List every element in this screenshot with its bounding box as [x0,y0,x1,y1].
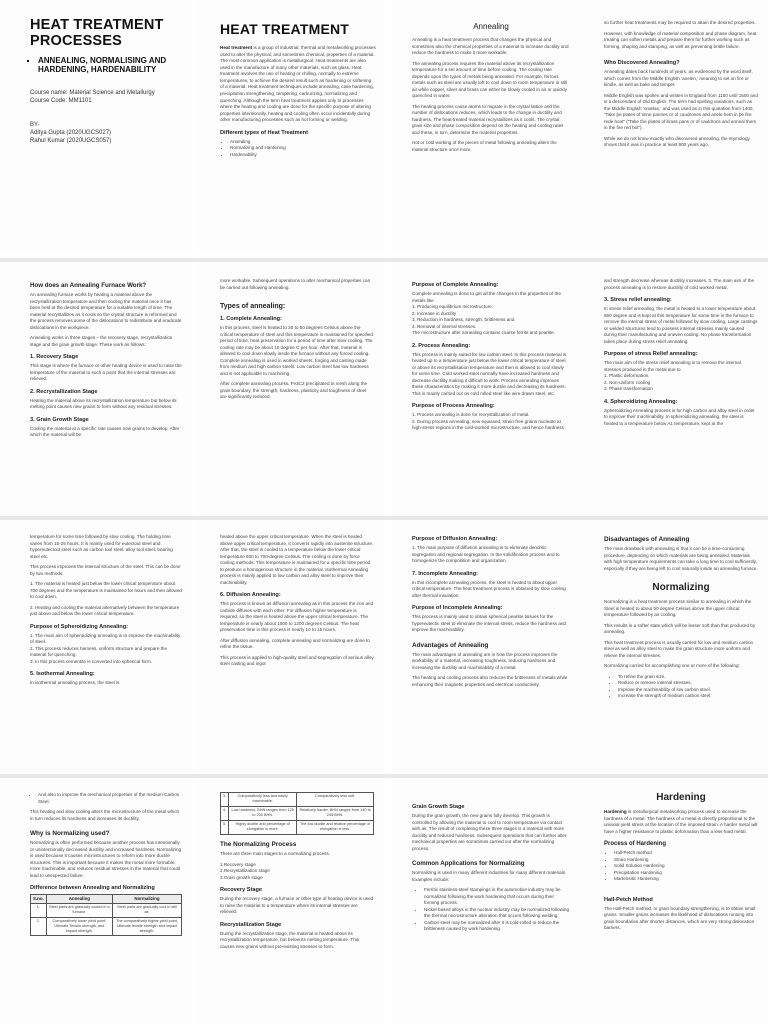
goal-item: • Improve the machinability of low carbon steel. [618,687,758,694]
hardening-methods [614,850,758,883]
table-cell: The low ductile and relative percentage of elongation is less. [297,821,374,835]
types-heading: Different types of Heat Treatment [220,129,308,136]
normalizing-goals [618,674,758,700]
paragraph: This heat treatment process is usually carried for low and medium carbon steel as well as alloy steel to make the grain structure more uniform and relieve the internal stresses. [604,639,754,658]
list-line: 1. Producing equilibrium microstructure. [412,304,493,310]
paragraph: 1. The main purpose of diffusion annealing is to eliminate dendritic segregation and regional segregation. In the solidification process and to homogenize the composition and organization. [412,545,560,564]
application-item: • Carbon steel may be normalized after it is cold-rolled to reduce the brittleness caused by work hardening. [424,920,570,933]
method-item: • Hall-Petch method [614,850,758,857]
column-header: S.no. [31,895,47,904]
type-item: • Annealing [230,139,376,146]
list-line: 1. Process annealing is done for recrystallization of metal. [412,412,530,418]
table-row [31,917,182,935]
method-item: • Martensitic Hardening [614,876,758,883]
section-heading: Common Applications for Normalizing [412,860,525,868]
course-code: Course Code: MM1101 [30,98,92,105]
paragraph: and strength decrease whereas ductility increases. 3. The main aim of the process annealing is to restore ductility of cold worked metal. [604,278,755,290]
paragraph: The Hall-Petch method, or grain boundary strengthening, is to obtain small grains. Smaller grains increases the likelihood of dislocations running into grain boundaries after shorter distances, which are very strong dislocation barriers. [604,905,756,931]
page-1-title [0,0,192,252]
section-title: HEAT TREATMENT [220,21,350,37]
list-line: 1. Plastic deformation. [604,373,650,379]
paragraph: The main aim of the stress relief annealing is to remove the internal stresses produced in the metal due to [604,360,741,372]
section-heading: The Normalizing Process [220,841,297,848]
paragraph: This heating and slow cooling alters the microstructure of the metal which in turn reduces its hardness and increases its ductility. [30,809,180,821]
paragraph: Annealing is a heat treatment process that changes the physical and sometimes also the chemical properties of a material to increase ductility and reduce the hardness to make it more workable. [412,37,569,56]
table-cell: 5. [221,821,229,835]
page-2-heat-treatment [196,0,384,252]
list-line: 2. This process reduces harness, uniform structure and prepare the material for quenching. [30,645,168,658]
paragraph: While we do not know exactly who discovered annealing, the etymology shows that it was in practice at least 900 years ago. [604,135,750,148]
table-cell: Relatively harder, BHN ranges from 140 to 245 BHN. [297,807,374,821]
table-header-row [31,895,182,904]
paragraph: temperature for some time followed by slow cooling. The holding time varies from 15-25 hours. It is mainly used for eutectoid steel and hypereutectoid steel such as carbon tool steel, alloy tool steel, bearing steel etc. [30,534,173,559]
paragraph: Hot or cold working of the pieces of metal following annealing alters the material structure once more. [412,140,557,152]
document-title: HEAT TREATMENT PROCESSES [30,17,164,49]
table-cell: Comparatively less soft. [297,793,374,807]
stage-heading: Recrystallization Stage [220,921,282,928]
by-label: BY- [30,122,40,129]
table-cell: 3. [221,793,229,807]
paragraph: This process is mainly suited for low carbon steel. In this process material is heated up to a temperature just below the lower critical temperature of steel or above its recrystallisation temperature and then is allowed to cool slowly for some time. Cold worked steel normally have increased hardness and decrease ductility making it difficult to work. Process annealing improves these characteristics by making it more ductile and decreasing its hardness. This is mainly carried out on cold rolled steel like wire drawn steel, etc. [412,351,567,396]
list-line: 4. Removal of internal stresses. [412,323,477,329]
paragraph: The main advantages of annealing are in how the process improves the workability of a material, increasing toughness, reducing hardness and increasing the ductility and machinability of a metal. [412,651,558,670]
purpose-heading: Purpose of Incomplete Annealing: [412,605,503,612]
section-heading: Types of annealing: [220,303,286,311]
heat-treatment-intro [220,45,376,123]
table-row [31,903,182,917]
page-5-furnace [0,262,192,514]
page-15-applications [392,778,580,1024]
paragraph: In isothermal annealing process, the steel is [30,680,120,686]
stage-heading: 3. Grain Growth Stage [30,416,89,423]
paragraph: This process is mainly used to obtain spherical pearlite tissues for the hypereutectic steel to eliminate the internal stress, reduce the hardness and improve the machinability. [412,614,566,633]
application-list [424,887,570,933]
intro-text: is a group of industrial, thermal and metalworking processes used to alter the physical, and sometimes chemical, properties of a material. The most common application is metallurgical. Heat treatments are also used in the manufacture of many other materials, such as glass. Heat treatment involves the use of heating or chilling, normally to extreme temperatures, to achieve the desired result such as hardening or softening of a material. Heat treatment techniques include annealing, case hardening, precipitation strengthening, tempering, carburizing, normalizing and quenching. Although the term heat treatment applies only to processes where the heating and cooling are done for the specific purpose of altering properties intentionally, heating and cooling often occur incidentally during other manufacturing processes such as hot forming or welding. [220,45,376,123]
stage-heading: Recovery Stage [220,887,262,894]
paragraph: After diffusion annealing, complete annealing and normalizing are done to refine the tissue. [220,637,370,650]
table-cell: Steel parts are gradually cool in still air. [112,903,181,917]
section-heading: Process of Hardening [604,841,667,848]
table-cell: Highly ductile and percentage of elongation is more. [229,821,297,835]
paragraph: Complete annealing is done to get all the changes in the properties of the metals like [412,291,561,303]
type-heading: 1. Complete Annealing: [220,316,282,323]
table-cell: Comparatively less and easily machinable. [229,793,297,807]
list-line: 3. Phase transformation [604,386,653,392]
paragraph: Spheroidizing Annealing process is for high carbon and alloy steel in order to improve their machinability. In spheroidizing annealing, the steel is heated to a temperature below A1 temperature, kept at the [604,407,755,426]
topic-list [38,56,182,75]
authors [30,121,182,145]
type-heading: 6. Diffusion Annealing: [220,592,281,599]
paragraph: more workable. Subsequent operations to alter mechanical properties can be carried out following annealing. [220,278,371,290]
paragraph: This stage is where the furnace or other heating device is used to raise the temperature of the material to such a point that the internal stresses are relieved. [30,363,182,382]
page-16-hardening [580,778,768,1024]
page-10-diffusion [196,520,384,772]
paragraph: so further heat treatments may be required to attain the desired properties. [604,20,756,25]
paragraph: In this process, steel is heated to 30 to 50 degrees Celsius above the critical temperature of steel and this temperature is maintained for specified period of time, heat preservation for a period of time after slow cooling. The cooling rate may be about 10 degree C per hour. After that, material is allowed to cool down slowly inside the furnace without any forced cooling. Complete annealing is used in worked sheets, forging and casting made from medium and high carbon steels. Low carbon steel has low hardness and is not applicable to machining. [220,325,373,376]
course-info [30,89,182,105]
author-1: Aditya Gupta (2020UGCS027) [30,130,112,137]
paragraph: Annealing dates back hundreds of years, as evidenced by the word itself, which comes from the Middle English ‘anelen,’ meaning to set on fire or kindle, as well as bake and temper. [604,69,753,88]
purpose-heading: Purpose of Spheroidizing Annealing: [30,623,128,630]
page-3-annealing [392,0,580,252]
method-item: • Solid Solution Hardening [614,863,758,870]
type-heading: 3. Stress relief annealing: [604,297,672,304]
paragraph: During the recovery stage, a furnace or other type of heating device is used to raise the material to a temperature where its internal stresses are relieved. [220,896,374,915]
paragraph: After complete annealing process, Fe3C2 precipitated in mesh along the grain boundary, the strength, hardness, plasticity and toughness of steel are significantly reduced. [220,381,368,400]
paragraph: Normalizing is used in many different industries for many different materials. Examples include: [412,870,567,882]
paragraph: Middle English was spoken and written in England from 1150 until 1500 and is a descendant of Old English. The term had spelling variations, such as the Middle English ‘onælan,’ and was used as in this quotation from 1400, “Take þe plates of tinne pannes or of caudrones and anele hem in þe fire rede hoot” (“Take the plates of brass pans or of cauldrons and anneal them in the fire red hot”). [604,92,758,131]
type-item: • Hardenability [230,152,376,159]
page-8-stress-relief [580,262,768,514]
paragraph: The main drawback with annealing is that it can be a time-consuming procedure, depending on which materials are being annealed. Materials with high temperature requirements can take a long time to cool sufficiently, especially if they are being left to cool naturally inside an annealing furnace. [604,546,758,571]
method-item: • Strain Hardening [614,857,758,864]
section-heading: Disadvantages of Annealing [604,536,690,543]
comparison-table-continued [220,792,374,835]
section-heading: Why is Normalizing used? [30,830,110,838]
list-line: 2.Recrystallization stage [220,868,270,874]
type-item: • Normalizing and Hardening [230,145,376,152]
paragraph: Heating the material above its recrystallization temperature but below its melting point causes new grains to form without any residual stresses. [30,397,177,410]
paragraph: 2. Heating and cooling the material alternatively between the temperature just above and below the lower critical temperature. [30,604,180,617]
page-9-spheroidizing [0,520,192,772]
paragraph: Normalizing is a heat treatment process similar to annealing in which the Steel is heated to about 50 degree Celsius above the upper critical temperature followed by air cooling. [604,599,752,618]
section-title: Annealing [473,22,509,31]
method-item: • Precipitation Hardening [614,870,758,877]
table-cell: Steel parts are gradually cooled in a furnace. [46,903,112,917]
paragraph: The heating process cause atoms to migrate in the crystal lattice and the number of dislocations reduces, which leads to the change in ductility and hardness. The heat-treated material recrystallizes as it cools. The crystal grain size and phase composition depend on the heating and cooling rates and these, in turn, determine the material properties. [412,103,564,135]
table-row [221,807,374,821]
purpose-heading: Purpose of stress Relief annealing: [604,351,698,358]
table-cell: The comparatively higher yield point, Ultimate tensile strength and impact strength. [112,917,181,935]
purpose-heading: Purpose of Process Annealing: [412,403,495,410]
hardening-lead: Hardening [604,809,627,814]
paragraph: During the recrystallization stage, the material is heated above its recrystallization temperature, but below its melting temperature. This causes new grains without pre-existing stresses to form. [220,930,360,949]
purpose-heading: Purpose of Complete Annealing: [412,282,499,288]
page-11-advantages [392,520,580,772]
stage-heading: Grain Growth Stage [412,804,465,810]
stage-heading: 1. Recovery Stage [30,354,79,361]
paragraph: Annealing works in three stages – the recovery stage, recrystallization stage and the grain growth stage. These work as follows: [30,335,173,347]
paragraph: The microstructure after annealing contains coarse ferrite and pearlite. [412,330,555,336]
bullet-item: • And also to improve the mechanical properties of the medium Carbon Steel. [38,792,182,805]
paragraph: This process improves the internal structure of the steel. This can be done by two methods: [30,564,181,576]
table-cell: 4. [221,807,229,821]
section-title: Normalizing [652,582,710,594]
paragraph: heated above the upper critical temperature. When the steel is heated above upper critical temperature, it converts rapidly into austenite structure. After that, the steel is cooled to a temperature below the lower critical temperature 600 to 700-degree Celsius. The cooling is done by force cooling methods. This temperature is maintained for a specific time period to produce a homogenous structure in the material. Isothermal Annealing process is mainly applied to low carbon and alloy steel to improve their machinability. [220,534,374,585]
page-13-why-normalizing [0,778,192,1024]
bullet-list [38,792,182,805]
paragraph: The annealing process requires the material above its recrystallization temperature for a set amount of time before cooling. The cooling rate depends upon the types of metals being annealed. For example, ferrous metals such as steel are usually left to cool down to room temperature in still air while copper, silver and brass can either be slowly cooled in air or quickly quenched in water. [412,60,568,99]
list-line: 2. During process annealing, new equiaxed, strain-free grains nucleate at high-stress regions in the cold-worked microstructure, and hence hardness [412,418,564,431]
list-line: 2. Non-uniform cooling [604,379,651,385]
section-heading: How does an Annealing Furnace Work? [30,282,147,289]
goal-item: • Reduce or remove internal stresses. [618,680,758,687]
goal-item: • Increase the strength of medium carbon steel. [618,693,758,700]
section-heading: Advantages of Annealing [412,641,489,649]
page-4-discovery [580,0,768,252]
types-list [230,139,376,159]
application-item: • Nickel-based alloys in the nuclear industry may be normalized following the thermal microstructure alteration that occurs following welding. [424,907,570,920]
table-cell: Comparatively lower yield point. Ultimate Tensile strength, and impact strength. [46,917,112,935]
list-line: 1.Recovery stage [220,861,256,867]
table-cell: 1. [31,903,47,917]
page-14-normalizing-process [196,778,384,1024]
paragraph: 1. The material is heated just below the lower critical temperature about 700 degrees and the temperature is maintained for hours and then allowed to cool down. [30,581,182,600]
type-heading: 7. Incomplete Annealing: [412,570,478,577]
paragraph: This process is known as diffusion annealing as in this process the iron and carbide diffuses with each other. For diffusion higher temperature is required, so the steel is heated above the upper critical temperature. The temperature is nearly about 1000 to 1200 degrees Celsius. The heat preservation time in this process is nearly 10 to 15 hours. [220,601,374,633]
table-cell: 2. [31,917,47,935]
list-line: 3. In this process cementite is converted into spherical form. [30,658,153,664]
table-row [221,793,374,807]
page-6-types [196,262,384,514]
table-title: Difference between Annealing and Normalizing [30,885,155,892]
section-title: Hardening [656,792,706,803]
paragraph: The heating and cooling process also reduces the brittleness of metals while enhancing their magnetic properties and electrical conductivity. [412,675,568,687]
goal-item: • To refine the grain size. [618,674,758,681]
table-row [221,821,374,835]
intro-lead: Heat treatment [220,45,253,51]
course-name: Course name: Material Science and Metallurgy [30,90,155,97]
paragraph: Cooling the material at a specific rate causes new grains to develop. After which the material will be [30,425,180,438]
list-line: 2. Increase in ductility [412,310,457,316]
page-12-normalizing [580,520,768,772]
topic-item: ▪ ANNEALING, NORMALISING AND HARDENING, HARDENABILITY [38,56,182,75]
column-header: Annealing [46,895,112,904]
stage-heading: 2. Recrystallization Stage [30,388,98,395]
type-heading: 2. Process Annealing: [412,342,471,349]
stage-heading: Hall-Petch Method [604,896,653,903]
type-heading: 4. Spheroidizing Annealing: [604,398,678,405]
paragraph: However, with knowledge of material composition and phase diagram, heat treating can soften metals and prepare them for further working such as forming, shaping and stamping, as well as preventing brittle failure. [604,30,757,49]
paragraph [604,809,758,835]
table-cell: Low hardness, BHN ranges from 125 to 200 BHN. [229,807,297,821]
list-line: 3. Reduction in hardness, strength, brittleness and [412,317,515,323]
paragraph: Normalizing is often performed because another process has intentionally or unintentionally decreased ductility and increased hardness. Normalizing is used because it causes microstructures to reform into more ductile structures. This is important because it makes the metal more formable, more machinable, and reduces residual stresses in the material that could lead to unexpected failure. [30,840,182,878]
paragraph: During the grain growth, the new grains fully develop. This growth is controlled by allowing the material to cool to room temperature via contact with air. The result of completing these three stages is a material with more ductility and reduced hardness. Subsequent operations that can further alter mechanical properties are sometimes carried out after the normalizing process. [412,813,567,851]
paragraph: There are three main stages to a normalizing process. [220,851,331,856]
list-line: 3.Grain growth stage [220,874,263,880]
paragraph: This results in a softer state which will be lesser soft than that produced by annealing. [604,622,756,635]
type-heading: 5. Isothermal Annealing: [30,671,95,678]
list-line: 1. The main aim of spheroidizing annealing is to improve the machinability of steel. [30,632,181,645]
paragraph: An annealing furnace works by heating a material above the recrystallization temperature and then cooling the material once it has been held at the desired temperature for a suitable length of time. The material recrystallizes as it cools so the crystal structure is reformed and the process removes some of the dislocations to redistribute and eradicate dislocations in the workpiece. [30,292,182,330]
purpose-heading: Purpose of Diffusion Annealing: [412,536,498,542]
application-item: • Ferritic stainless-steel stampings in the automotive industry may be normalized following the work hardening that occurs during their forming process. [424,887,570,907]
page-7-process-annealing [392,262,580,514]
column-header: Normalizing [112,895,181,904]
paragraph: In stress relief annealing, the metal is heated to a lower temperature about 650 degree and is kept at this temperature for some time in the furnace to remove the internal stress of metal followed by slow cooling. Large castings or welded structures tend to possess internal stresses mainly caused during their manufacturing and uneven cooling. No phase transformation takes place during stress relief annealing. [604,306,758,344]
author-2: Rahul Kumar (2020UGCS057) [30,138,112,145]
paragraph: Normalizing carried for accomplishing one or more of the following: [604,663,740,669]
hardening-text: is metallurgical metalworking process used to increase the hardness of a metal. The hardness of a metal is directly proportional to the uniaxial yield stress at the location of the imposed strain. A harder metal will have a higher resistance to plastic deformation than a less hard metal. [604,809,758,834]
paragraph: In this incomplete annealing process, the steel is heated to about upper critical temperature. The heat treatment process is obtained by slow cooling after thermal insulation. [412,579,566,598]
section-heading: Who Discovered Annealing? [604,60,680,67]
paragraph: This process is applied to high-quality steel and segregation of serious alloy steel casting and ingot [220,654,374,667]
comparison-table [30,894,182,935]
